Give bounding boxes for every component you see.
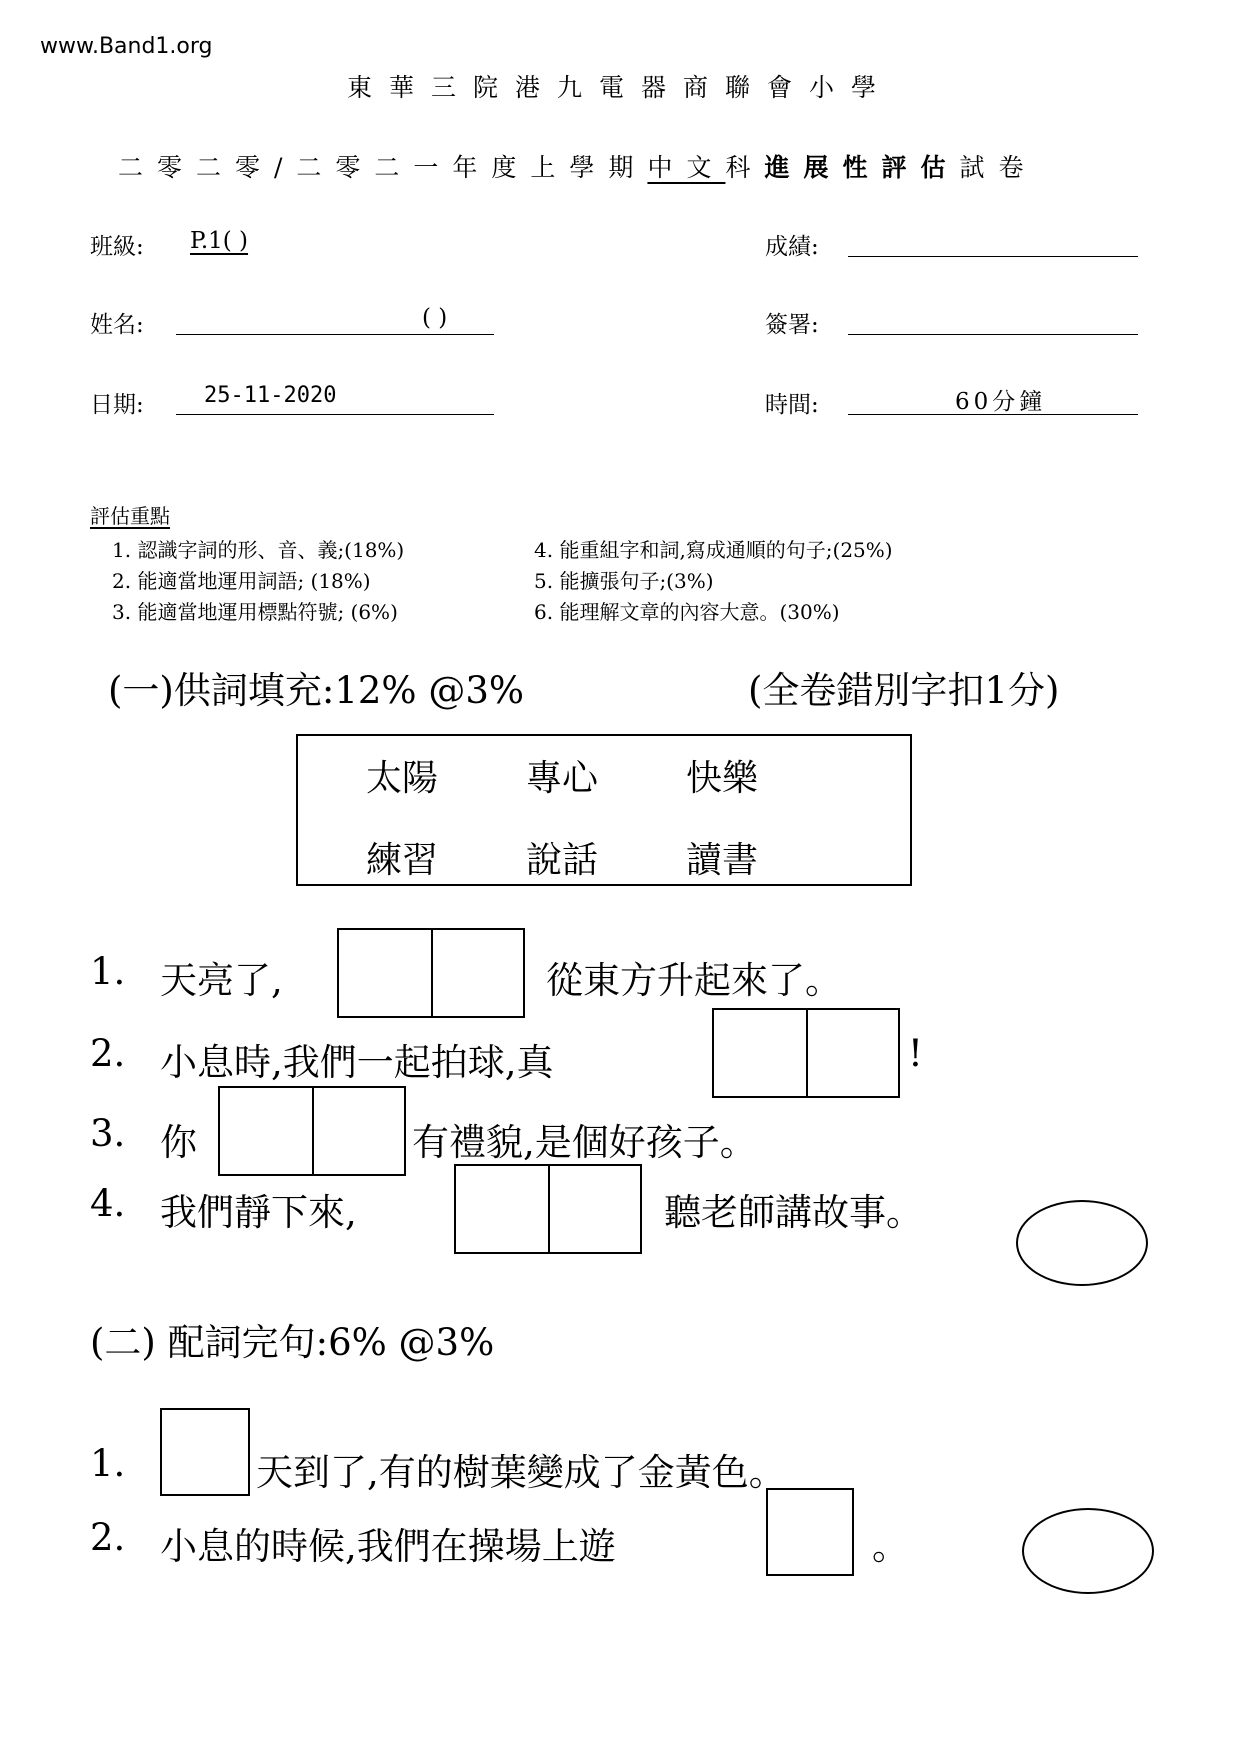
- answer-box[interactable]: [712, 1008, 900, 1098]
- time-label: 時間:: [765, 392, 819, 418]
- question-text: 天到了,有的樹葉變成了金黃色。: [256, 1451, 786, 1494]
- word-bank-item: 快樂: [686, 758, 759, 799]
- question-text: 我們靜下來,: [160, 1191, 357, 1234]
- question-number: 2.: [90, 1516, 126, 1559]
- school-name: 東華三院港九電器商聯會小學: [346, 73, 893, 102]
- word-bank-item: 專心: [526, 758, 599, 799]
- section1-heading: (一)供詞填充:12% @3%: [108, 669, 525, 712]
- class-number-paren: ( ): [422, 305, 448, 331]
- name-line[interactable]: [176, 334, 494, 335]
- watermark: www.Band1.org: [40, 34, 213, 59]
- question-text: 。: [872, 1525, 909, 1568]
- paper-title: [118, 148, 1038, 184]
- focus-item: 4. 能重組字和詞,寫成通順的句子;(25%): [534, 538, 893, 562]
- focus-item: 2. 能適當地運用詞語; (18%): [112, 569, 371, 593]
- score-oval[interactable]: [1022, 1508, 1154, 1594]
- title-paper: 試卷: [959, 153, 1038, 182]
- score-line[interactable]: [848, 256, 1138, 257]
- focus-item: 6. 能理解文章的內容大意。(30%): [534, 600, 840, 624]
- answer-box[interactable]: [218, 1086, 406, 1176]
- question-number: 3.: [90, 1112, 126, 1155]
- name-label: 姓名:: [90, 312, 144, 338]
- date-value: 25-11-2020: [204, 383, 337, 408]
- answer-box[interactable]: [160, 1408, 250, 1496]
- section1-note: (全卷錯別字扣1分): [748, 669, 1060, 712]
- title-year: 二零二零/二零二一年度上學期: [118, 153, 648, 182]
- question-number: 1.: [90, 950, 126, 993]
- word-bank-item: 練習: [366, 840, 439, 881]
- question-number: 4.: [90, 1182, 126, 1225]
- date-label: 日期:: [90, 392, 144, 418]
- class-value[interactable]: P.1( ): [190, 228, 249, 254]
- focus-item: 1. 認識字詞的形、音、義;(18%): [112, 538, 405, 562]
- signature-label: 簽署:: [765, 312, 819, 338]
- question-text: 有禮貌,是個好孩子。: [412, 1121, 757, 1164]
- title-assessment: 進展性評估: [764, 153, 960, 182]
- question-text: 聽老師講故事。: [664, 1191, 923, 1234]
- question-number: 1.: [90, 1442, 126, 1485]
- question-text: 小息時,我們一起拍球,真: [160, 1041, 554, 1084]
- title-ke: 科: [725, 153, 765, 182]
- focus-item: 5. 能擴張句子;(3%): [534, 569, 714, 593]
- answer-box[interactable]: [337, 928, 525, 1018]
- word-bank-item: 讀書: [686, 840, 759, 881]
- question-text: 你: [160, 1121, 197, 1164]
- score-label: 成績:: [765, 234, 819, 260]
- signature-line[interactable]: [848, 334, 1138, 335]
- question-text: 天亮了,: [160, 959, 283, 1002]
- focus-item: 3. 能適當地運用標點符號; (6%): [112, 600, 398, 624]
- question-number: 2.: [90, 1032, 126, 1075]
- score-oval[interactable]: [1016, 1200, 1148, 1286]
- word-bank-item: 太陽: [366, 758, 439, 799]
- question-text: 小息的時候,我們在操場上遊: [160, 1525, 616, 1568]
- time-value: 60分鐘: [955, 389, 1047, 415]
- section2-heading: (二) 配詞完句:6% @3%: [90, 1321, 495, 1364]
- question-text: !: [908, 1032, 923, 1075]
- word-bank-item: 說話: [526, 840, 599, 881]
- answer-box[interactable]: [766, 1488, 854, 1576]
- focus-heading: 評估重點: [90, 504, 170, 528]
- question-text: 從東方升起來了。: [546, 959, 842, 1002]
- answer-box[interactable]: [454, 1164, 642, 1254]
- date-line: [176, 414, 494, 415]
- class-label: 班級:: [90, 234, 144, 260]
- title-subject: 中文: [647, 153, 726, 182]
